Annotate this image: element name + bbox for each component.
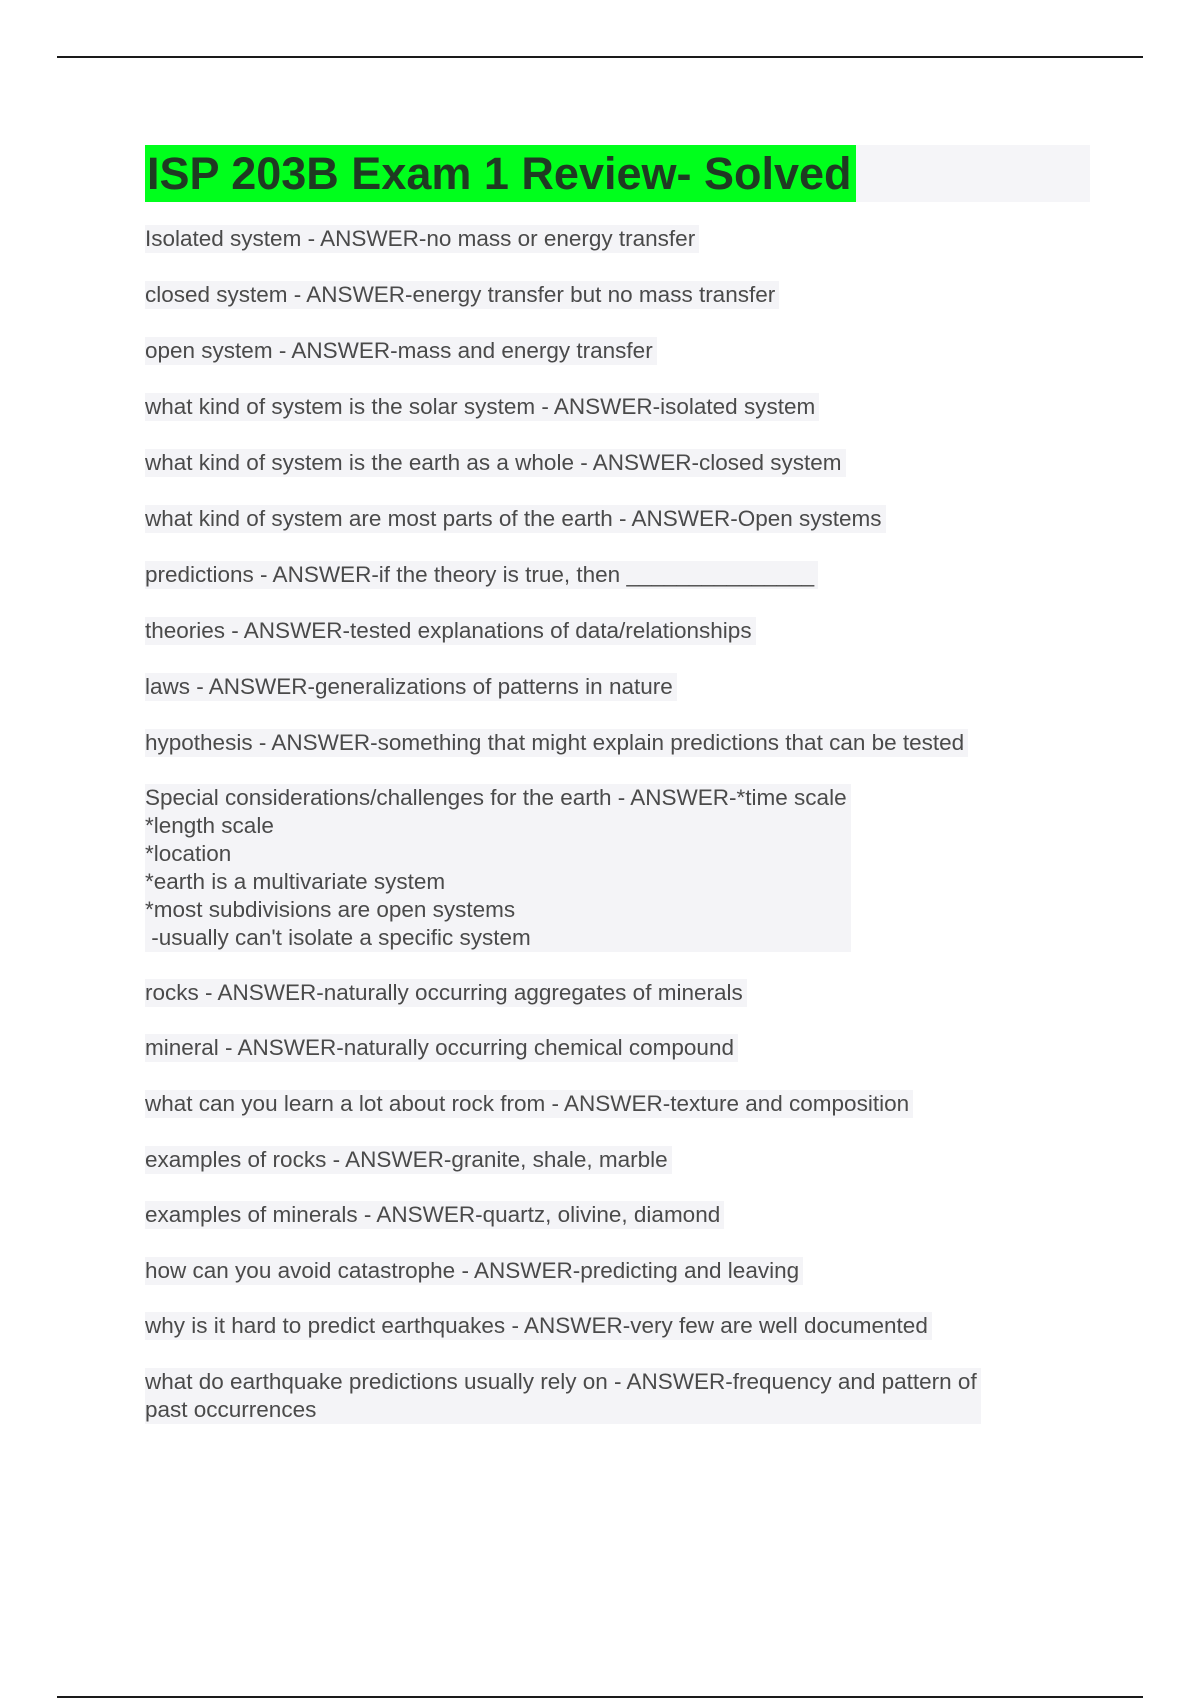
qa-entry [145,1312,1105,1340]
document-title: ISP 203B Exam 1 Review- Solved [145,145,856,202]
qa-entry-text: examples of rocks - ANSWER-granite, shale, marble [145,1146,672,1174]
qa-entry [145,673,1105,701]
qa-entry [145,784,1105,952]
qa-entry-text: closed system - ANSWER-energy transfer but no mass transfer [145,281,779,309]
qa-entry-text: theories - ANSWER-tested explanations of data/relationships [145,617,756,645]
qa-entry-text: open system - ANSWER-mass and energy transfer [145,337,657,365]
qa-entry [145,337,1105,365]
qa-entry [145,225,1105,253]
qa-entry-text: what do earthquake predictions usually rely on - ANSWER-frequency and pattern of past occurrences [145,1368,981,1424]
qa-entry [145,1201,1105,1229]
qa-entry [145,979,1105,1007]
qa-entry-text: what can you learn a lot about rock from - ANSWER-texture and composition [145,1090,913,1118]
qa-entry [145,449,1105,477]
qa-entry-text: Special considerations/challenges for the earth - ANSWER-*time scale *length scale *location *earth is a multivariate system *most subdivisions are open systems -usually can't isolate a specific system [145,784,851,952]
qa-entry [145,561,1105,589]
qa-entry-text: why is it hard to predict earthquakes - ANSWER-very few are well documented [145,1312,932,1340]
qa-entry [145,281,1105,309]
qa-entry-text: mineral - ANSWER-naturally occurring chemical compound [145,1034,738,1062]
qa-entry [145,617,1105,645]
qa-entry-text: how can you avoid catastrophe - ANSWER-predicting and leaving [145,1257,803,1285]
title-row [145,145,1090,202]
qa-entry-text: rocks - ANSWER-naturally occurring aggregates of minerals [145,979,747,1007]
qa-entry-text: predictions - ANSWER-if the theory is true, then _______________ [145,561,818,589]
qa-entry [145,1257,1105,1285]
qa-entry [145,1034,1105,1062]
qa-entry [145,393,1105,421]
qa-entry-text: Isolated system - ANSWER-no mass or energy transfer [145,225,699,253]
qa-entry [145,1090,1105,1118]
footer-rule [57,1696,1143,1698]
qa-entry [145,729,1105,757]
qa-entry [145,1368,1105,1424]
qa-entry [145,1146,1105,1174]
qa-entry-text: examples of minerals - ANSWER-quartz, olivine, diamond [145,1201,724,1229]
qa-entry-text: laws - ANSWER-generalizations of patterns in nature [145,673,677,701]
qa-list [145,225,1105,1424]
qa-entry-text: what kind of system are most parts of the earth - ANSWER-Open systems [145,505,886,533]
qa-entry-text: what kind of system is the solar system - ANSWER-isolated system [145,393,819,421]
qa-entry-text: hypothesis - ANSWER-something that might explain predictions that can be tested [145,729,968,757]
qa-entry-text: what kind of system is the earth as a whole - ANSWER-closed system [145,449,846,477]
qa-entry [145,505,1105,533]
header-rule [57,56,1143,58]
